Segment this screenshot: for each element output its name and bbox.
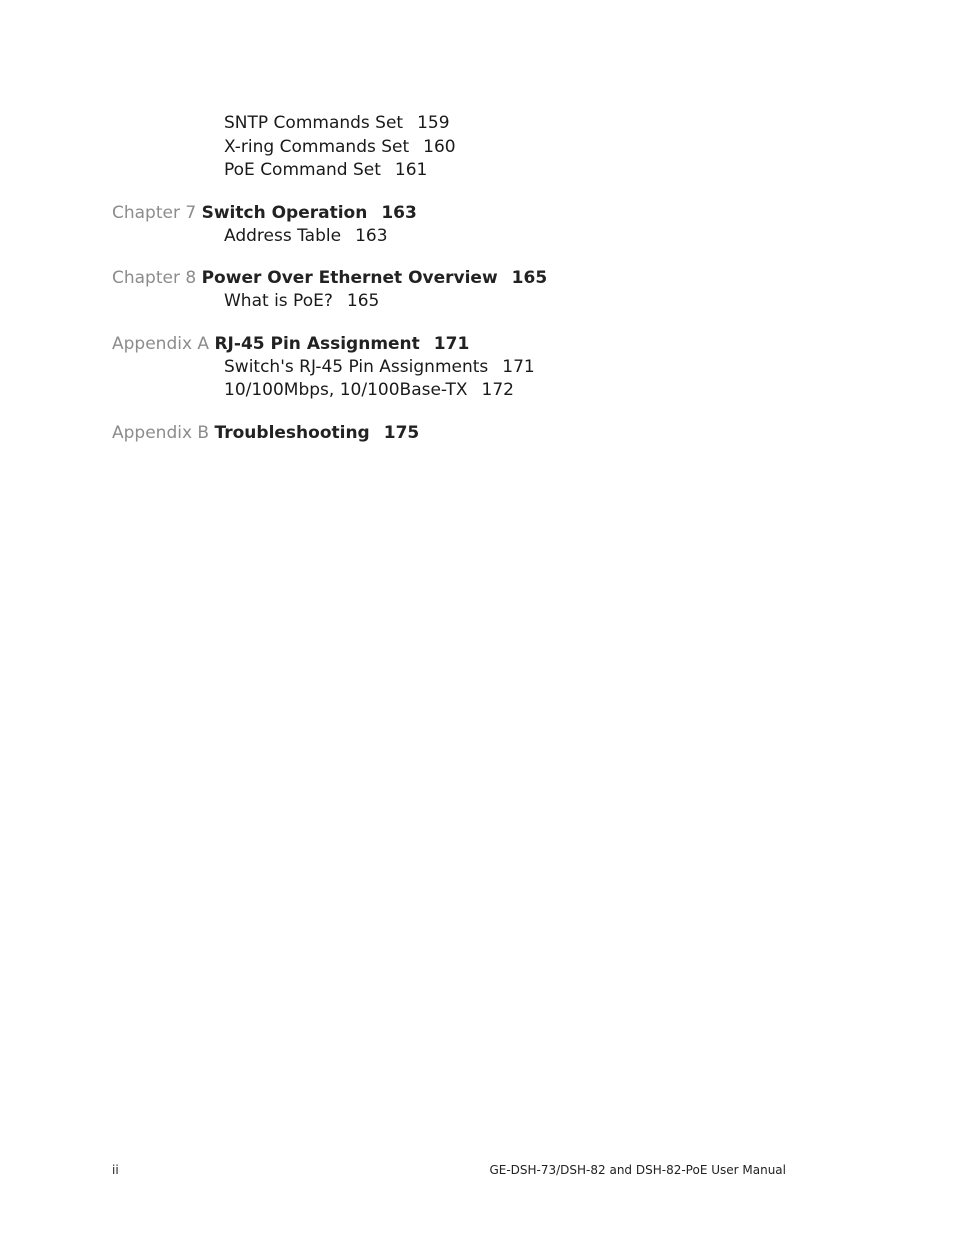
toc-entry[interactable] bbox=[224, 290, 812, 314]
toc-entry-page: 163 bbox=[355, 225, 388, 246]
appendix-page: 175 bbox=[383, 422, 420, 443]
toc-entry[interactable] bbox=[224, 225, 812, 249]
chapter-title: Switch Operation bbox=[201, 202, 368, 223]
toc-appendix-b[interactable] bbox=[112, 422, 812, 445]
toc-entry-title: Switch's RJ-45 Pin Assignments bbox=[224, 356, 489, 377]
toc-entry-page: 171 bbox=[502, 356, 535, 377]
toc-entry-title: X-ring Commands Set bbox=[224, 136, 410, 157]
appendix-title: RJ-45 Pin Assignment bbox=[214, 333, 420, 354]
table-of-contents bbox=[112, 112, 812, 445]
toc-entry-title: SNTP Commands Set bbox=[224, 113, 404, 133]
toc-entry-page: 165 bbox=[346, 291, 380, 311]
appendix-title: Troubleshooting bbox=[214, 422, 370, 443]
toc-entry-page: 161 bbox=[394, 160, 428, 180]
toc-entry-page: 172 bbox=[481, 380, 514, 400]
toc-entry-title: What is PoE? bbox=[224, 291, 333, 311]
toc-entry[interactable] bbox=[224, 159, 812, 183]
appendix-label: Appendix A bbox=[112, 333, 210, 354]
footer-page-number: ii bbox=[112, 1163, 119, 1177]
chapter-label: Chapter 7 bbox=[112, 202, 197, 223]
appendix-label: Appendix B bbox=[112, 422, 210, 443]
chapter-title: Power Over Ethernet Overview bbox=[201, 268, 498, 288]
chapter-page: 163 bbox=[381, 202, 417, 223]
toc-entry[interactable] bbox=[224, 379, 812, 403]
toc-entry[interactable] bbox=[224, 136, 812, 160]
toc-entry-page: 160 bbox=[423, 136, 456, 157]
chapter-label: Chapter 8 bbox=[112, 268, 197, 288]
toc-entry-title: Address Table bbox=[224, 225, 342, 246]
toc-entry[interactable] bbox=[224, 112, 812, 136]
toc-chapter-8[interactable] bbox=[112, 267, 812, 290]
appendix-page: 171 bbox=[433, 333, 470, 354]
footer-manual-title: GE-DSH-73/DSH-82 and DSH-82-PoE User Manual bbox=[489, 1163, 786, 1177]
toc-entry-title: PoE Command Set bbox=[224, 160, 381, 180]
toc-entry[interactable] bbox=[224, 356, 812, 380]
toc-chapter-7[interactable] bbox=[112, 202, 812, 225]
chapter-page: 165 bbox=[511, 268, 548, 288]
toc-entry-title: 10/100Mbps, 10/100Base-TX bbox=[224, 380, 468, 400]
toc-entry-page: 159 bbox=[417, 113, 450, 133]
toc-appendix-a[interactable] bbox=[112, 333, 812, 356]
